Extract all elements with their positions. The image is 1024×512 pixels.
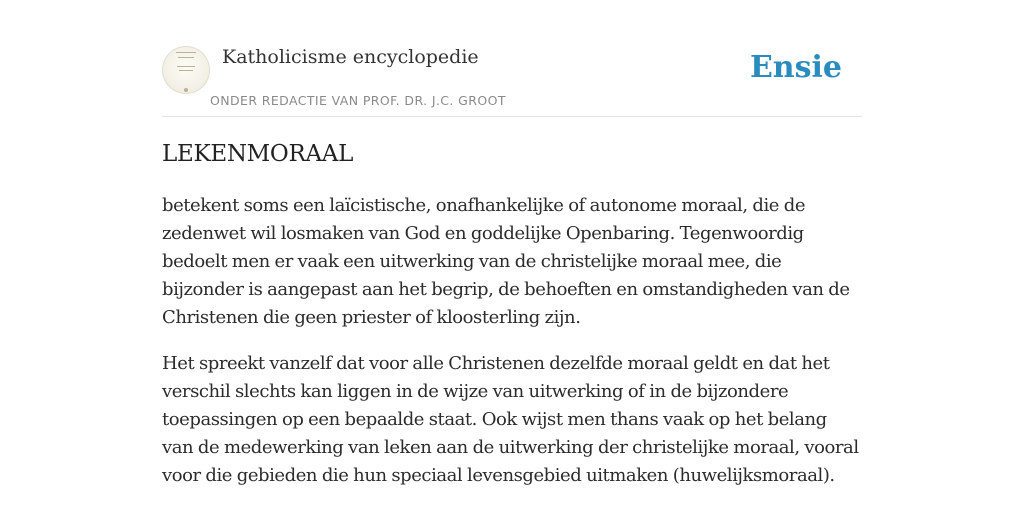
article (162, 136, 862, 508)
book-cover-avatar[interactable] (162, 46, 210, 94)
site-title[interactable]: Katholicisme encyclopedie (222, 46, 479, 68)
article-paragraph: Het spreekt vanzelf dat voor alle Christenen dezelfde moraal geldt en dat het verschil slechts kan liggen in de wijze van uitwerking of in de bijzondere toepassingen op een bepaalde staat. Ook wijst men thans vaak op het belang van de medewerking van leken aan de uitwerking der christelijke moraal, vooral voor die gebieden die hun speciaal levensgebied uitmaken (huwelijksmoraal). (162, 353, 859, 486)
cover-line (179, 70, 193, 71)
cover-dot (184, 88, 188, 92)
site-header (162, 40, 862, 117)
brand-logo-link[interactable]: Ensie (749, 50, 842, 85)
cover-line (178, 57, 194, 58)
article-paragraph: betekent soms een laïcistische, onafhankelijke of autonome moraal, die de zedenwet wil losmaken van God en goddelijke Openbaring. Tegenwoordig bedoelt men er vaak een uitwerking van de christelijke moraal mee, die bijzonder is aangepast aan het begrip, de behoeften en omstandigheden van de Christenen die geen priester of kloosterling zijn. (162, 195, 850, 328)
article-body (162, 192, 862, 490)
cover-line (176, 52, 196, 53)
site-subtitle: ONDER REDACTIE VAN PROF. DR. J.C. GROOT (210, 93, 506, 108)
article-title: LEKENMORAAL (162, 141, 354, 167)
cover-line (177, 66, 195, 67)
